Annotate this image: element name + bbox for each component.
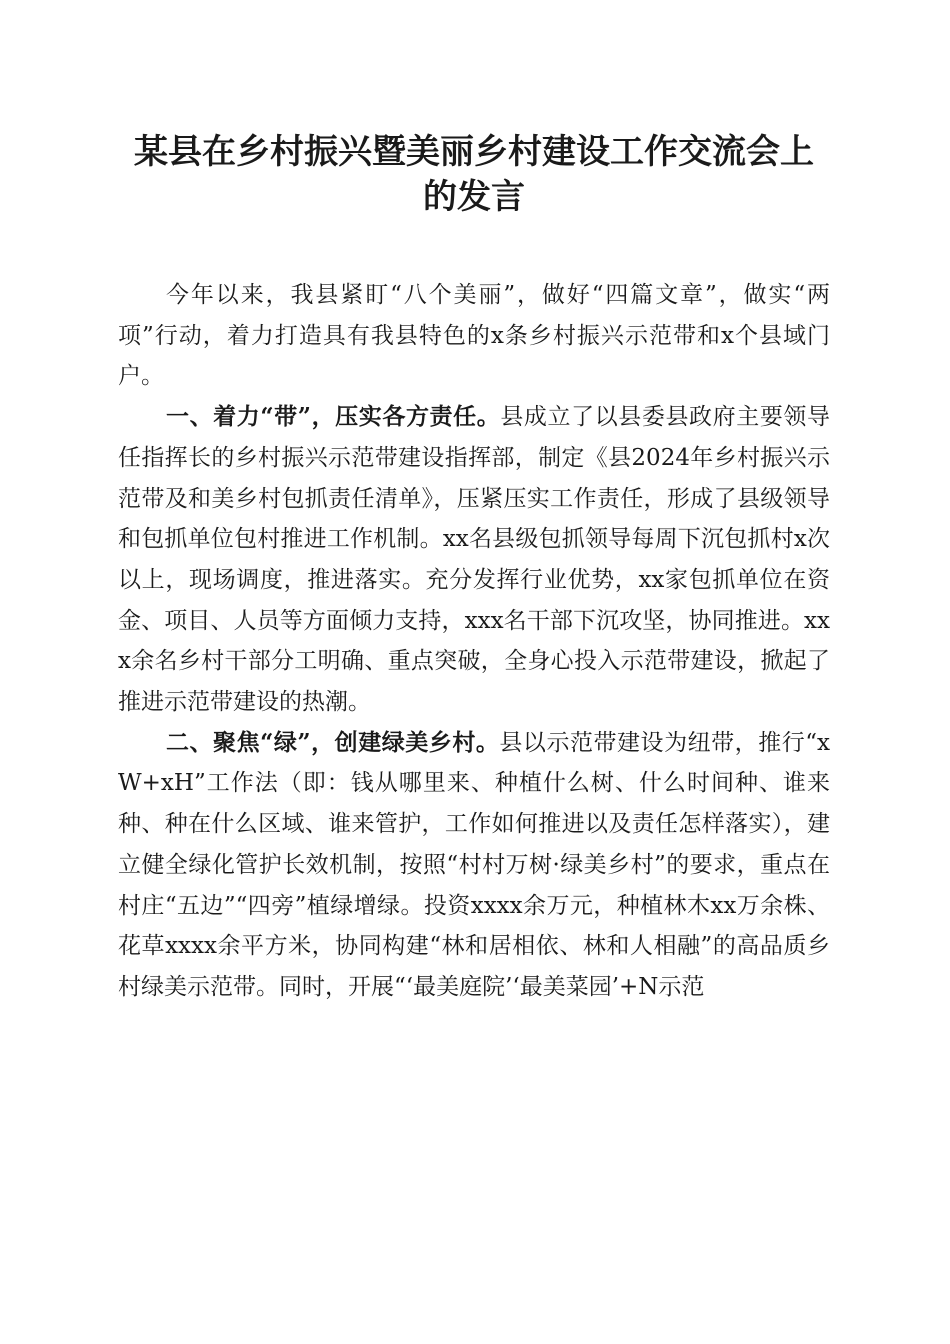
section-1-text: 县成立了以县委县政府主要领导任指挥长的乡村振兴示范带建设指挥部，制定《县2024年乡村振兴示范带及和美乡村包抓责任清单》，压紧压实工作责任，形成了县级领导和包抓单位包村推进工作机制。xx名县级包抓领导每周下沉包抓村x次以上，现场调度，推进落实。充分发挥行业优势，xx家包抓单位在资金、项目、人员等方面倾力支持，xxx名干部下沉攻坚，协同推进。xxx余名乡村干部分工明确、重点突破，全身心投入示范带建设，掀起了推进示范带建设的热潮。 <box>118 404 831 716</box>
section-2-text: 县以示范带建设为纽带，推行“xW+xH”工作法（即：钱从哪里来、种植什么树、什么时间种、谁来种、种在什么区域、谁来管护，工作如何推进以及责任怎样落实），建立健全绿化管护长效机制，按照“村村万树·绿美乡村”的要求，重点在村庄“五边”“四旁”植绿增绿。投资xxxx余万元，种植林木xx万余株、花草xxxx余平方米，协同构建“林和居相依、林和人相融”的高品质乡村绿美示范带。同时，开展“‘最美庭院’‘最美菜园’+N示范 <box>118 729 830 1000</box>
section-1-heading: 一、着力“带”，压实各方责任。 <box>166 403 501 431</box>
section-2-heading: 二、聚焦“绿”，创建绿美乡村。 <box>166 728 500 756</box>
document-page <box>118 0 830 1008</box>
document-body <box>118 275 830 1008</box>
document-title: 某县在乡村振兴暨美丽乡村建设工作交流会上的发言 <box>134 132 814 217</box>
intro-paragraph: 今年以来，我县紧盯“八个美丽”，做好“四篇文章”，做实“两项”行动，着力打造具有我县特色的x条乡村振兴示范带和x个县域门户。 <box>118 282 830 390</box>
section-1-paragraph <box>118 397 830 723</box>
section-2-paragraph <box>118 723 830 1008</box>
